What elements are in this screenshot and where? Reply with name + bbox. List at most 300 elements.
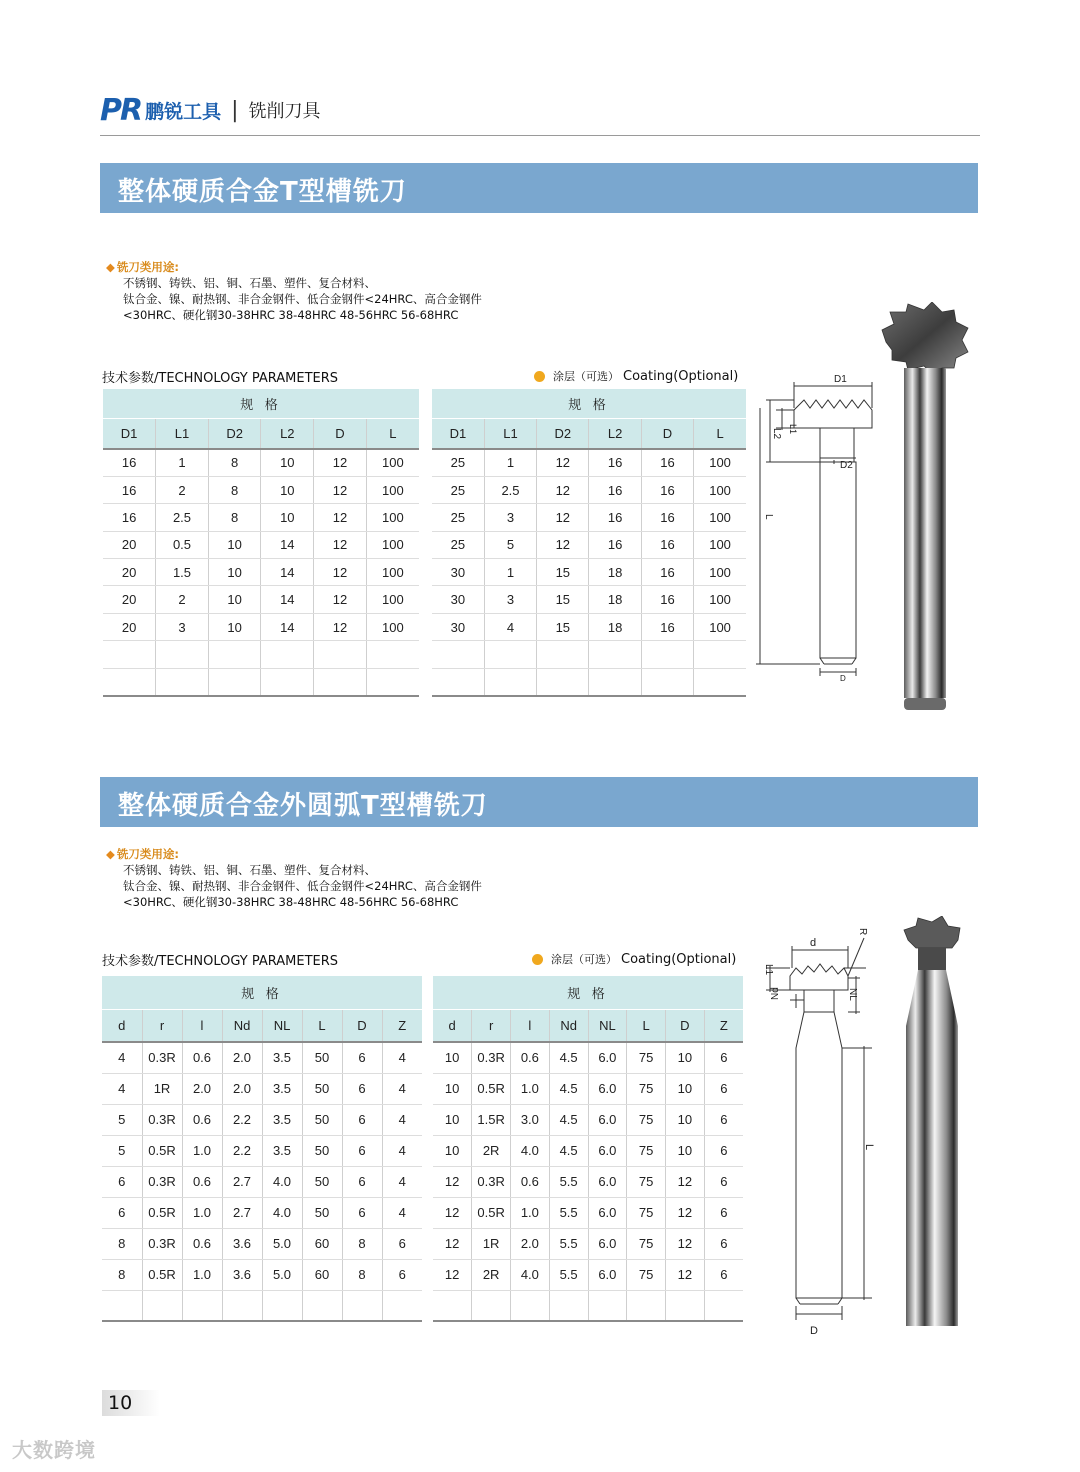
column-header: D1 [432,418,484,449]
table-cell: 12 [537,476,589,503]
table-cell: 0.5R [472,1073,511,1104]
table-cell [103,641,156,668]
coating-en: Coating(Optional) [621,951,737,967]
diagram-label-l1: L1 [788,424,798,435]
column-header: D [641,418,693,449]
table-cell: 5.0 [262,1259,302,1290]
table-cell: 5 [102,1104,142,1135]
table-cell: 3.6 [222,1228,262,1259]
table-cell: 75 [627,1197,666,1228]
table-cell: 6.0 [588,1197,627,1228]
usage-line: 钛合金、镍、耐热钢、非合金钢件、低合金钢件<24HRC、高合金钢件 [123,879,482,893]
table-row [102,1290,422,1321]
table-cell: 50 [302,1073,342,1104]
table-row [432,613,746,640]
usage-line: <30HRC、硬化钢30-38HRC 38-48HRC 48-56HRC 56-68HRC [123,308,459,322]
table-cell: 4 [382,1135,422,1166]
table-cell: 6 [382,1259,422,1290]
coating-en: Coating(Optional) [623,368,739,384]
column-header: l [182,1009,222,1042]
table-cell: 4 [484,613,536,640]
table-cell: 12 [314,449,367,476]
table-cell [589,668,641,695]
table-cell: 16 [641,586,693,613]
diagram-label-l2: L2 [771,428,782,440]
table-row [433,1228,743,1259]
table-cell: 1.5 [156,559,209,586]
table-cell: 16 [641,613,693,640]
table-row [433,1073,743,1104]
table-cell: 6 [102,1166,142,1197]
column-header: Z [704,1009,743,1042]
column-header: r [472,1009,511,1042]
column-header-row [433,1009,743,1042]
table-cell: 15 [537,559,589,586]
diagram-label-l: L [863,1144,875,1151]
watermark-text: 大数跨境 [12,1438,96,1462]
table-cell: 16 [103,449,156,476]
table-cell: 75 [627,1259,666,1290]
table-cell: 6 [704,1073,743,1104]
table-cell: 2.5 [484,476,536,503]
table-cell: 10 [433,1073,472,1104]
table-cell [432,668,484,695]
table-row [433,1197,743,1228]
table-row [432,668,746,695]
table-cell: 50 [302,1197,342,1228]
page-header [100,92,980,136]
table-cell [342,1290,382,1321]
diagram-label-d: d [810,937,817,949]
table-cell: 16 [589,476,641,503]
table-row [432,449,746,476]
table-cell: 10 [433,1104,472,1135]
diagram-label-nl: NL [847,988,858,1001]
table-row [432,531,746,558]
table-cell: 100 [694,559,746,586]
column-header: Nd [549,1009,588,1042]
table-cell: 25 [432,449,484,476]
table-cell: 2.0 [182,1073,222,1104]
table-cell: 12 [537,531,589,558]
table-cell: 4 [382,1042,422,1073]
column-header: L [302,1009,342,1042]
diagram-label-d1: D1 [834,374,847,385]
table-cell: 1.0 [182,1197,222,1228]
table-cell: 0.3R [142,1166,182,1197]
column-header: D [342,1009,382,1042]
table-cell: 0.5R [472,1197,511,1228]
column-header: D [666,1009,705,1042]
table-cell [589,641,641,668]
table-cell: 10 [666,1042,705,1073]
table-cell: 8 [208,476,261,503]
table-cell: 0.5R [142,1259,182,1290]
table-cell: 6 [704,1197,743,1228]
section1-tech-label: 技术参数/TECHNOLOGY PARAMETERS [102,371,339,386]
diamond-icon: ◆ [106,260,115,274]
table-cell: 6 [704,1259,743,1290]
table-cell [694,641,746,668]
table-row [433,1042,743,1073]
table-cell: 75 [627,1042,666,1073]
table-cell: 4 [382,1166,422,1197]
table-cell [627,1290,666,1321]
column-header: L1 [156,418,209,449]
table-cell: 6 [704,1104,743,1135]
column-header: L [694,418,746,449]
diagram-label-r: R [857,928,868,936]
diagram-label-nd: Nd [770,987,781,1000]
column-header: r [142,1009,182,1042]
table-cell: 75 [627,1073,666,1104]
table-cell: 100 [694,586,746,613]
table-cell: 5.0 [262,1228,302,1259]
table-cell: 4 [382,1104,422,1135]
table-cell: 16 [103,476,156,503]
table-cell: 100 [366,613,419,640]
table-cell: 3 [484,504,536,531]
coating-dot-icon [534,371,545,382]
table-cell: 12 [537,449,589,476]
table-row [433,1166,743,1197]
table-cell: 8 [208,504,261,531]
table-cell: 16 [641,559,693,586]
table-cell: 2.7 [222,1166,262,1197]
table-cell: 2R [472,1259,511,1290]
table-cell: 3.5 [262,1073,302,1104]
table-cell: 0.3R [142,1042,182,1073]
table-cell: 6 [382,1228,422,1259]
table-cell: 12 [537,504,589,531]
table-row [432,476,746,503]
table-row [102,1135,422,1166]
table-cell: 4.5 [549,1104,588,1135]
table-row [102,1042,422,1073]
table-cell: 50 [302,1166,342,1197]
table-cell: 0.6 [182,1166,222,1197]
table-cell [704,1290,743,1321]
table-cell: 100 [694,531,746,558]
table-cell: 12 [433,1166,472,1197]
spec-header: 规 格 [103,389,419,418]
table-cell [261,668,314,695]
table-cell: 16 [641,531,693,558]
table-cell: 4 [102,1073,142,1104]
table-cell [208,668,261,695]
table-cell: 8 [342,1228,382,1259]
table-cell [549,1290,588,1321]
spec-header-row [433,976,743,1009]
table-cell [366,668,419,695]
table-cell [641,668,693,695]
table-cell: 10 [666,1073,705,1104]
column-header-row [103,418,419,449]
table-cell: 16 [589,504,641,531]
table-cell: 100 [366,449,419,476]
table-cell: 10 [261,449,314,476]
table-cell [222,1290,262,1321]
table-cell: 6 [342,1073,382,1104]
header-separator: | [231,97,239,123]
table-row [103,641,419,668]
table-row [103,586,419,613]
logo-mark: PR [100,92,142,128]
table-cell: 0.6 [182,1104,222,1135]
table-cell: 8 [102,1228,142,1259]
usage-title: 铣刀类用途: [116,847,179,861]
table-cell [382,1290,422,1321]
column-header: Nd [222,1009,262,1042]
table-cell: 1 [484,559,536,586]
coating-dot-icon [532,954,543,965]
table-cell: 100 [366,586,419,613]
table-cell: 4 [102,1042,142,1073]
table-cell [433,1290,472,1321]
section2-usage [106,846,482,910]
table-cell: 12 [314,559,367,586]
column-header: NL [262,1009,302,1042]
spec-header-row [432,389,746,418]
table-cell: 15 [537,613,589,640]
usage-line: 不锈钢、铸铁、铝、铜、石墨、塑件、复合材料、 [123,863,376,877]
header-category: 铣削刀具 [248,101,321,122]
table-cell [537,668,589,695]
column-header: d [102,1009,142,1042]
table-row [102,1197,422,1228]
section2-table-right [433,976,743,1322]
table-cell: 18 [589,613,641,640]
table-cell: 2.0 [222,1073,262,1104]
table-cell: 2 [156,476,209,503]
table-cell: 50 [302,1135,342,1166]
table-cell [537,641,589,668]
table-cell: 1R [142,1073,182,1104]
diagram-label-dd: D [810,1325,818,1337]
table-cell: 14 [261,531,314,558]
table-cell: 1 [484,449,536,476]
table-cell: 2.2 [222,1104,262,1135]
table-cell: 10 [261,504,314,531]
column-header: NL [588,1009,627,1042]
table-cell [262,1290,302,1321]
table-cell: 12 [314,504,367,531]
table-cell: 20 [103,586,156,613]
table-cell: 3.6 [222,1259,262,1290]
section1-table-left [103,389,419,697]
diagram-label-l1: L1 [763,964,774,976]
table-cell: 5.5 [549,1166,588,1197]
column-header: L [366,418,419,449]
table-cell [156,641,209,668]
table-cell: 12 [666,1259,705,1290]
table-cell: 100 [366,531,419,558]
table-cell: 15 [537,586,589,613]
arc-t-slot-cutter-photo [892,916,976,1336]
table-cell: 6.0 [588,1228,627,1259]
table-cell: 4.0 [262,1166,302,1197]
table-cell: 10 [261,476,314,503]
brand-name: 鹏锐工具 [145,100,222,123]
table-cell [314,668,367,695]
section2-table-left [102,976,422,1322]
table-cell: 16 [103,504,156,531]
table-row [102,1104,422,1135]
table-cell: 5.5 [549,1259,588,1290]
table-cell: 20 [103,531,156,558]
table-cell: 6 [704,1042,743,1073]
table-cell [366,641,419,668]
table-cell: 6.0 [588,1104,627,1135]
table-row [102,1228,422,1259]
table-row [432,641,746,668]
table-cell: 12 [666,1197,705,1228]
usage-line: <30HRC、硬化钢30-38HRC 38-48HRC 48-56HRC 56-68HRC [123,895,459,909]
table-cell: 100 [366,476,419,503]
table-cell: 100 [694,476,746,503]
diagram-label-l: L [763,514,774,520]
table-row [103,476,419,503]
table-cell: 5.5 [549,1197,588,1228]
table-cell [588,1290,627,1321]
table-cell [314,641,367,668]
table-cell [694,668,746,695]
section1-table-right [432,389,746,697]
table-cell: 3.5 [262,1042,302,1073]
table-cell: 14 [261,559,314,586]
table-cell: 1.0 [182,1135,222,1166]
table-cell: 6 [342,1135,382,1166]
table-cell [182,1290,222,1321]
column-header: D2 [208,418,261,449]
table-row [103,668,419,695]
table-row [433,1259,743,1290]
table-row [433,1135,743,1166]
table-cell [666,1290,705,1321]
table-cell: 6 [704,1228,743,1259]
table-cell: 50 [302,1104,342,1135]
table-cell: 100 [366,504,419,531]
table-cell: 2.0 [222,1042,262,1073]
table-cell: 12 [666,1228,705,1259]
table-cell: 10 [666,1104,705,1135]
table-cell: 0.6 [182,1042,222,1073]
diamond-icon: ◆ [106,847,115,861]
table-cell [432,641,484,668]
table-row [102,1073,422,1104]
usage-title: 铣刀类用途: [116,260,179,274]
table-cell [156,668,209,695]
table-cell: 8 [342,1259,382,1290]
table-cell: 6 [342,1197,382,1228]
table-cell: 6 [102,1197,142,1228]
table-cell [472,1290,511,1321]
table-row [432,504,746,531]
column-header: L2 [589,418,641,449]
table-cell: 16 [641,476,693,503]
table-cell [302,1290,342,1321]
table-cell: 5 [102,1135,142,1166]
table-cell: 1.0 [511,1073,550,1104]
table-cell: 6 [342,1104,382,1135]
coating-cn: 涂层（可选） [553,370,619,383]
table-cell: 16 [589,531,641,558]
table-cell: 18 [589,559,641,586]
table-cell: 3 [484,586,536,613]
table-cell [484,668,536,695]
table-cell: 1.5R [472,1104,511,1135]
table-cell: 50 [302,1042,342,1073]
table-cell: 3.5 [262,1104,302,1135]
table-cell: 1R [472,1228,511,1259]
table-cell: 6 [342,1166,382,1197]
table-cell: 2.0 [511,1228,550,1259]
table-cell: 0.6 [511,1166,550,1197]
table-cell: 6.0 [588,1135,627,1166]
spec-header-row [103,389,419,418]
table-cell: 75 [627,1166,666,1197]
table-cell: 30 [432,559,484,586]
diagram-label-d: D [840,674,846,683]
table-row [432,586,746,613]
table-cell: 16 [589,449,641,476]
table-cell: 4.5 [549,1073,588,1104]
table-cell: 12 [314,586,367,613]
table-cell: 30 [432,613,484,640]
table-cell: 4.5 [549,1135,588,1166]
table-cell: 0.5R [142,1135,182,1166]
table-cell: 75 [627,1104,666,1135]
table-cell: 8 [102,1259,142,1290]
table-cell: 10 [208,559,261,586]
table-cell: 0.6 [182,1228,222,1259]
table-cell: 1.0 [511,1197,550,1228]
table-cell: 30 [432,586,484,613]
table-cell: 25 [432,504,484,531]
table-cell: 16 [641,504,693,531]
section1-title: 整体硬质合金T型槽铣刀 [118,177,407,207]
column-header: D [314,418,367,449]
table-cell: 75 [627,1228,666,1259]
t-slot-cutter-drawing [754,368,884,688]
table-cell: 12 [314,476,367,503]
table-cell [102,1290,142,1321]
table-cell: 10 [208,586,261,613]
table-cell [511,1290,550,1321]
table-cell: 0.5 [156,531,209,558]
table-cell: 12 [433,1197,472,1228]
table-cell: 10 [433,1042,472,1073]
section1-usage [106,259,482,323]
table-cell: 60 [302,1228,342,1259]
table-cell [103,668,156,695]
table-cell: 6.0 [588,1073,627,1104]
page-number: 10 [102,1390,160,1416]
table-cell: 60 [302,1259,342,1290]
table-cell: 4.5 [549,1042,588,1073]
table-cell: 0.3R [472,1042,511,1073]
section2-banner [100,777,978,827]
table-row [103,504,419,531]
table-row [103,613,419,640]
table-cell: 18 [589,586,641,613]
table-cell: 0.3R [142,1104,182,1135]
table-cell: 12 [433,1228,472,1259]
column-header: L [627,1009,666,1042]
diagram-label-d2: D2 [840,460,853,471]
usage-line: 钛合金、镍、耐热钢、非合金钢件、低合金钢件<24HRC、高合金钢件 [123,292,482,306]
table-cell: 4 [382,1073,422,1104]
